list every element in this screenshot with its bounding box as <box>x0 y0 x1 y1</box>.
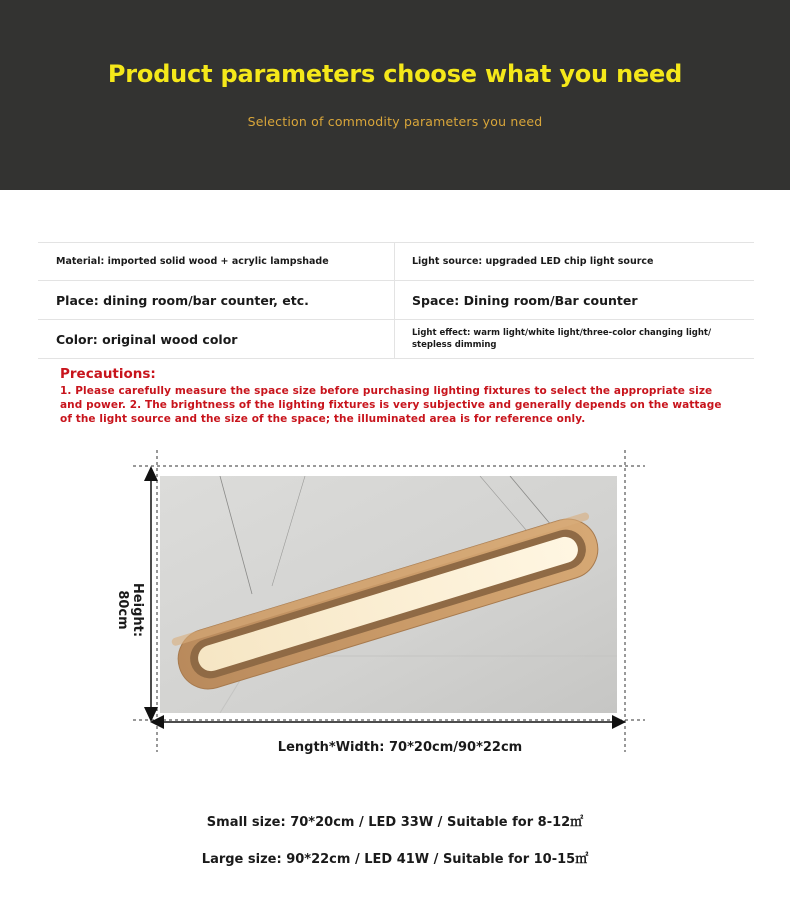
product-photo <box>160 476 617 713</box>
parameter-table <box>38 242 754 358</box>
small-size-spec: Small size: 70*20cm / LED 33W / Suitable for 8-12㎡ <box>206 815 584 830</box>
height-label: Height: 80cm <box>115 582 145 638</box>
light-effect-line2: stepless dimming <box>412 340 497 350</box>
height-arrow-down-icon <box>144 707 158 722</box>
page-subtitle: Selection of commodity parameters you need <box>247 114 543 129</box>
precautions-line: and power. 2. The brightness of the lighting fixtures is very subjective and generally depends on the wattage <box>60 399 722 411</box>
light-effect-line1: Light effect: warm light/white light/three-color changing light/ <box>412 328 712 338</box>
param-color: Color: original wood color <box>56 331 238 347</box>
header-banner <box>0 0 790 190</box>
length-arrow-left-icon <box>150 715 164 729</box>
length-arrow-right-icon <box>612 715 626 729</box>
table-row <box>38 243 754 281</box>
length-width-label: Length*Width: 70*20cm/90*22cm <box>277 740 523 755</box>
param-place: Place: dining room/bar counter, etc. <box>56 292 309 308</box>
param-light-source: Light source: upgraded LED chip light source <box>412 256 654 267</box>
table-row <box>38 320 754 359</box>
precautions-block <box>60 366 740 426</box>
param-light-effect <box>412 320 742 358</box>
large-size-spec: Large size: 90*22cm / LED 41W / Suitable for 10-15㎡ <box>201 852 589 867</box>
param-space: Space: Dining room/Bar counter <box>412 292 638 308</box>
param-material: Material: imported solid wood + acrylic lampshade <box>56 256 329 267</box>
height-arrow-up-icon <box>144 466 158 481</box>
table-row <box>38 281 754 320</box>
pendant-lamp-image <box>160 476 617 713</box>
page-title: Product parameters choose what you need <box>107 60 683 88</box>
precautions-line: of the light source and the size of the space; the illuminated area is for reference only. <box>60 413 586 425</box>
precautions-title: Precautions: <box>60 366 156 382</box>
precautions-line: 1. Please carefully measure the space size before purchasing lighting fixtures to select the appropriate size <box>60 385 713 397</box>
